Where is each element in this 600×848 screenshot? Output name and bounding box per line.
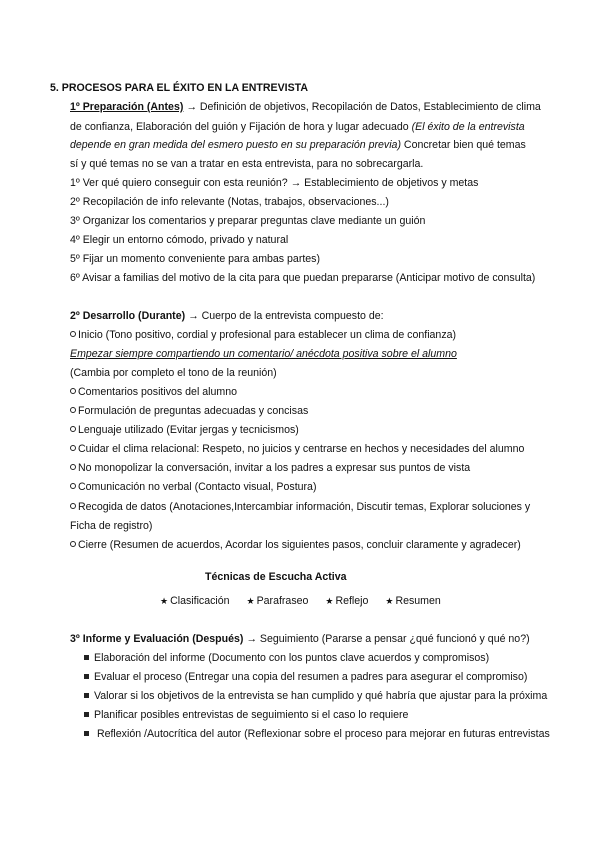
dev-item: Comunicación no verbal (Contacto visual, Postura) [70,480,316,494]
square-bullet-icon [84,731,89,736]
dev-intro-line [70,309,384,323]
dev-inicio-item: Inicio (Tono positivo, cordial y profesional para establecer un clima de confianza) [70,328,456,342]
report-intro: → Seguimiento (Pararse a pensar ¿qué funcionó y qué no?) [243,633,530,645]
prep-intro-3b: Concretar bien qué temas [400,139,526,151]
report-intro-line [70,632,530,646]
technique-item: ★ Parafraseo [246,595,309,607]
circle-bullet-icon [70,503,76,509]
report-item: Reflexión /Autocrítica del autor (Reflexionar sobre el proceso para mejorar en futuras entrevistas [84,727,550,741]
circle-bullet-icon [70,407,76,413]
dev-item: Cuidar el clima relacional: Respeto, no juicios y centrarse en hechos y necesidades del alumno [70,442,524,456]
circle-bullet-icon [70,483,76,489]
techniques-title: Técnicas de Escucha Activa [205,571,347,583]
technique-item: ★ Resumen [385,595,441,607]
circle-bullet-icon [70,331,76,337]
prep-step: 5º Fijar un momento conveniente para ambas partes) [70,253,321,265]
dev-item: Formulación de preguntas adecuadas y concisas [70,404,308,418]
square-bullet-icon [84,655,89,660]
dev-item: Lenguaje utilizado (Evitar jergas y tecnicismos) [70,423,299,437]
dev-note: Empezar siempre compartiendo un comentario/ anécdota positiva sobre el alumno [70,348,457,360]
prep-intro-1: → Definición de objetivos, Recopilación de Datos, Establecimiento de clima [183,101,541,113]
square-bullet-icon [84,674,89,679]
star-icon: ★ [325,596,334,606]
dev-heading: 2º Desarrollo (Durante) [70,310,186,322]
report-heading: 3º Informe y Evaluación (Después) [70,633,244,645]
square-bullet-icon [84,712,89,717]
prep-intro-line-4: sí y qué temas no se van a tratar en esta entrevista, para no sobrecargarla. [70,158,424,170]
prep-intro-2b: (El éxito de la entrevista [411,121,525,133]
report-item: Elaboración del informe (Documento con los puntos clave acuerdos y compromisos) [84,651,489,665]
techniques-list [160,594,455,608]
prep-intro-3a: depende en gran medida del esmero puesto en su preparación previa) [70,139,401,151]
technique-item: ★ Clasificación [160,595,230,607]
circle-bullet-icon [70,445,76,451]
report-item: Evaluar el proceso (Entregar una copia del resumen a padres para asegurar el compromiso) [84,670,527,684]
star-icon: ★ [385,596,394,606]
star-icon: ★ [246,596,255,606]
prep-intro-line-3 [70,138,526,152]
prep-step: 3º Organizar los comentarios y preparar preguntas clave mediante un guión [70,215,426,227]
dev-item: Comentarios positivos del alumno [70,385,237,399]
dev-datos-cont: Ficha de registro) [70,520,153,532]
prep-step: 2º Recopilación de info relevante (Notas, trabajos, observaciones...) [70,196,389,208]
prep-heading: 1º Preparación (Antes) [70,101,184,113]
technique-item: ★ Reflejo [325,595,369,607]
prep-step: 1º Ver qué quiero conseguir con esta reunión? → Establecimiento de objetivos y metas [70,177,479,189]
star-icon: ★ [160,596,169,606]
report-item: Planificar posibles entrevistas de seguimiento si el caso lo requiere [84,708,408,722]
dev-cierre-item: Cierre (Resumen de acuerdos, Acordar los siguientes pasos, concluir claramente y agradecer) [70,538,521,552]
prep-intro-line-2 [70,120,525,134]
dev-note-2: (Cambia por completo el tono de la reunión) [70,367,277,379]
prep-step: 4º Elegir un entorno cómodo, privado y natural [70,234,289,246]
circle-bullet-icon [70,464,76,470]
report-item: Valorar si los objetivos de la entrevista se han cumplido y qué habría que ajustar para la próxima [84,689,547,703]
circle-bullet-icon [70,541,76,547]
prep-intro-line-1 [70,100,541,114]
prep-step: 6º Avisar a familias del motivo de la cita para que puedan prepararse (Anticipar motivo de consulta) [70,272,536,284]
dev-intro: → Cuerpo de la entrevista compuesto de: [185,310,384,322]
prep-intro-2a: de confianza, Elaboración del guión y Fijación de hora y lugar adecuado [70,121,412,133]
square-bullet-icon [84,693,89,698]
dev-datos-item: Recogida de datos (Anotaciones,Intercambiar información, Discutir temas, Explorar soluciones y [70,500,530,514]
dev-item: No monopolizar la conversación, invitar a los padres a expresar sus puntos de vista [70,461,470,475]
circle-bullet-icon [70,426,76,432]
section-title: 5. PROCESOS PARA EL ÉXITO EN LA ENTREVISTA [50,82,309,94]
circle-bullet-icon [70,388,76,394]
